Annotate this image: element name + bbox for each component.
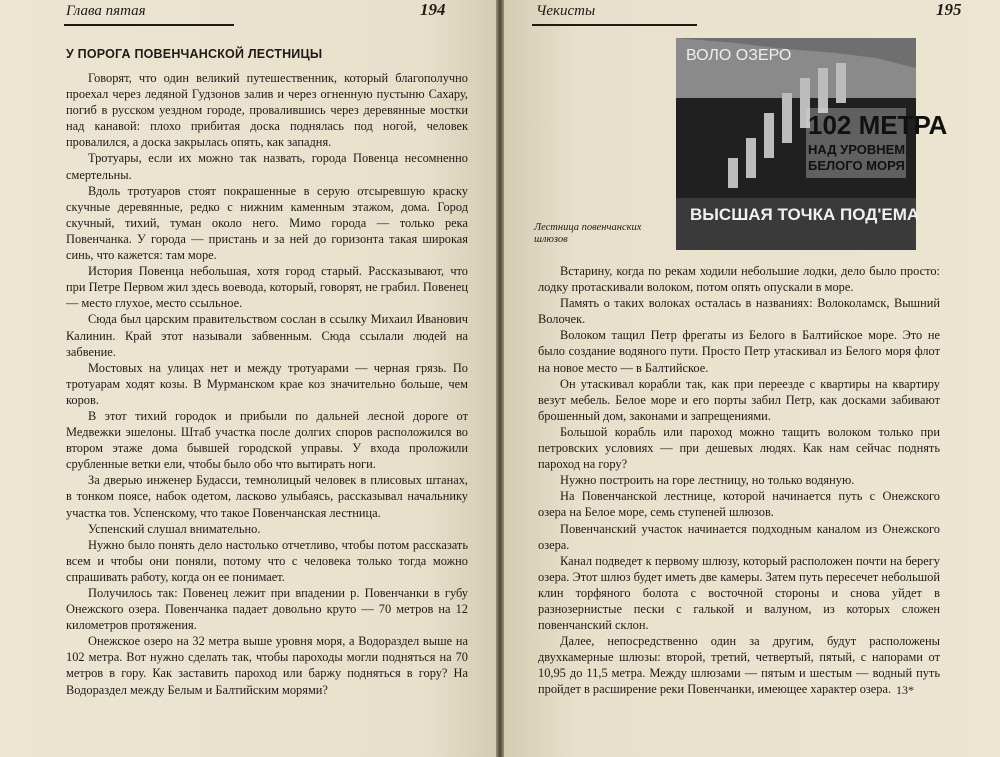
paragraph: Далее, непосредственно один за другим, будут расположены двухкамерные шлюзы: второй, третий, четвертый, пятый, с напорами от 10,95 до 11,5 метра. Между шлюзами — пятым и шестым — водный путь пройдет в расширение реки Повенчанки, имеющее характер озера. [538, 634, 940, 697]
signature-mark: 13* [896, 683, 914, 697]
paragraph: Онежское озеро на 32 метра выше уровня моря, а Водораздел выше на 102 метра. Вот нужно сделать так, чтобы пароходы могли подняться на 70 метров в гору. Как заставить пароход или баржу подняться в гору? На Водораздел между Белым и Балтийским морями? [66, 634, 468, 697]
paragraph: В этот тихий городок и прибыли по дальней лесной дороге от Медвежки эшелоны. Штаб участка после долгих споров расположился во втором этаже дома бывшей городской управы. У входа проложили срубленные ветки ели, чтобы было обо что вытирать ноги. [66, 408, 468, 472]
running-head: Глава пятая [66, 3, 146, 19]
paragraph: Получилось так: Повенец лежит при впадении р. Повенчанки в губу Онежского озера. Повенчанка падает довольно круто — 70 метров на 12 километров протяжения. [66, 586, 468, 633]
paragraph: Нужно было понять дело настолько отчетливо, чтобы потом рассказать всем и чтобы они поняли, потому что с человека только тогда можно спрашивать работу, когда он ее понимает. [66, 537, 468, 584]
sign-bottom-text: ВЫСШАЯ ТОЧКА ПОД'ЕМА [690, 205, 920, 224]
paragraph: Он утаскивал корабли так, как при переезде с квартиры на квартиру везут мебель. Белое море и его порты забил Петр, как досками забивают брошенный дом, законами и запрещениями. [538, 376, 940, 423]
header-rule [64, 24, 234, 26]
paragraph: Канал подведет к первому шлюзу, который расположен почти на берегу озера. Этот шлюз будет иметь две камеры. Затем путь пересечет небольшой клин торфяного болота с восточной стороны и снова уйдет в разнозернистые пески с галькой и валуном, из которых сложен повенчанский склон. [538, 553, 940, 633]
paragraph: Вдоль тротуаров стоят покрашенные в серую отсыревшую краску скучные деревянные, редко с нижним каменным этажом, дома. Город скучный, тихий, туман около него. Мимо города — только река Повенчанка. У города — пристань и за ней до горизонта такая широкая синь, что кажется: там море. [66, 183, 468, 263]
sign-top-text: ВОЛО ОЗЕРО [686, 47, 792, 64]
section-title: У ПОРОГА ПОВЕНЧАНСКОЙ ЛЕСТНИЦЫ [66, 47, 323, 61]
paragraph: За дверью инженер Будасси, темнолицый человек в плисовых штанах, в тонком поясе, набок одетом, ласково улыбаясь, рассказывал начальнику участка тов. Успенскому, что такое Повенчанская лестница. [66, 473, 468, 520]
body-text [66, 70, 468, 698]
book-gutter [496, 0, 504, 757]
left-page [0, 0, 496, 757]
page-number: 194 [420, 0, 446, 19]
sign-line3-text: БЕЛОГО МОРЯ [808, 158, 905, 173]
paragraph: Мостовых на улицах нет и между тротуарами — черная грязь. По тротуарам ходят козы. В Мурманском крае коз значительно больше, чем коров. [66, 360, 468, 407]
sign-line2-text: НАД УРОВНЕМ [808, 142, 906, 157]
paragraph: Большой корабль или пароход можно тащить волоком только при петровских условиях — при дешевых людях. Как нам сейчас поднять пароход на гору? [538, 424, 940, 472]
right-page [504, 0, 1000, 757]
paragraph: Говорят, что один великий путешественник, который благополучно проехал через ледяной Гудзонов залив и через огненную пустыню Сахару, погиб в русском уездном городе, провалившись через деревянные мостки над канавой: плохо прибитая доска поднялась под ногой, человек провалился, а доска закрылась опять, как западня. [66, 71, 468, 150]
paragraph: История Повенца небольшая, хотя город старый. Рассказывают, что при Петре Первом жил здесь воевода, который, говорят, не грабил. Повенец — место глухое, место ссыльное. [66, 264, 468, 311]
photo-caption: Лестница повенчанских шлюзов [534, 222, 642, 245]
locks-photo [676, 38, 948, 250]
page-number: 195 [936, 0, 962, 19]
header-rule [532, 24, 697, 26]
paragraph: Повенчанский участок начинается подходным каналом из Онежского озера. [538, 521, 940, 552]
sign-big-text: 102 МЕТРА [808, 110, 948, 140]
paragraph: Нужно построить на горе лестницу, но только водяную. [560, 473, 855, 488]
photo-image [676, 38, 948, 250]
paragraph: Встарину, когда по рекам ходили небольшие лодки, дело было просто: лодку протаскивали волоком, потом опять опускали в море. [538, 264, 940, 295]
paragraph: Тротуары, если их можно так назвать, города Повенца несомненно смертельны. [66, 151, 468, 182]
paragraph: Память о таких волоках осталась в названиях: Волоколамск, Вышний Волочек. [538, 296, 940, 327]
paragraph: Успенский слушал внимательно. [88, 521, 261, 536]
paragraph: Волоком тащил Петр фрегаты из Белого в Балтийское море. Это не было создание водяного пути. Просто Петр утаскивал из Белого моря флот на новое место — в Балтийское. [538, 328, 940, 375]
body-text [538, 263, 940, 698]
paragraph: Сюда был царским правительством сослан в ссылку Михаил Иванович Калинин. Край этот называли забвенным. Сюда ссылали людей на забвение. [66, 312, 468, 359]
paragraph: На Повенчанской лестнице, которой начинается путь с Онежского озера на Белое море, семь ступеней шлюзов. [538, 489, 940, 520]
running-head: Чекисты [536, 3, 596, 19]
